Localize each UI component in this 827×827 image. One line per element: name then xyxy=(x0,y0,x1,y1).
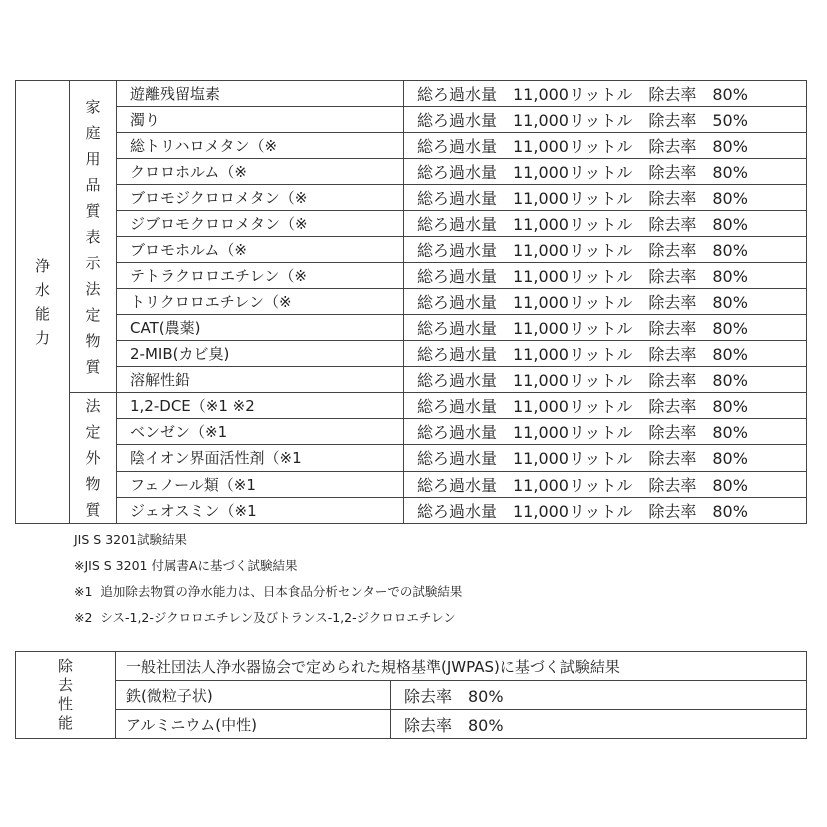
substance-name: ジェオスミン（※1 xyxy=(117,497,404,523)
substance-name: 濁り xyxy=(117,107,404,133)
removal-header: 一般社団法人浄水器協会で定められた規格基準(JWPAS)に基づく試験結果 xyxy=(116,652,807,681)
table-row xyxy=(16,419,807,445)
performance-value: 総ろ過水量 11,000リットル 除去率 80% xyxy=(404,237,807,263)
performance-value: 総ろ過水量 11,000リットル 除去率 50% xyxy=(404,107,807,133)
table-row xyxy=(16,367,807,393)
table-row xyxy=(16,107,807,133)
footnote: ※2 シス-1,2-ジクロロエチレン及びトランス-1,2-ジクロロエチレン xyxy=(74,610,456,625)
removal-table xyxy=(15,651,807,739)
substance-name: 1,2-DCE（※1 ※2 xyxy=(117,393,404,419)
table-row xyxy=(16,81,807,107)
performance-value: 総ろ過水量 11,000リットル 除去率 80% xyxy=(404,211,807,237)
group-label: 家 庭 用 品 質 表 示 法 定 物 質 xyxy=(70,81,117,393)
footnote: ※JIS S 3201 付属書Aに基づく試験結果 xyxy=(74,558,298,573)
table-row xyxy=(16,315,807,341)
substance-name: トリクロロエチレン（※ xyxy=(117,289,404,315)
performance-value: 総ろ過水量 11,000リットル 除去率 80% xyxy=(404,263,807,289)
table-row xyxy=(16,185,807,211)
substance-name: ブロモホルム（※ xyxy=(117,237,404,263)
performance-value: 総ろ過水量 11,000リットル 除去率 80% xyxy=(404,81,807,107)
substance-name: CAT(農薬) xyxy=(117,315,404,341)
substance-name: クロロホルム（※ xyxy=(117,159,404,185)
substance-name: 陰イオン界面活性剤（※1 xyxy=(117,445,404,471)
purification-table xyxy=(15,80,807,524)
removal-performance: 除去率 80% xyxy=(391,710,807,739)
removal-item: アルミニウム(中性) xyxy=(116,710,391,739)
purification-category-label: 浄 水 能 力 xyxy=(16,81,70,524)
table-row xyxy=(16,393,807,419)
substance-name: 溶解性鉛 xyxy=(117,367,404,393)
removal-category-label: 除 去 性 能 xyxy=(16,652,116,739)
removal-performance: 除去率 80% xyxy=(391,681,807,710)
substance-name: 遊離残留塩素 xyxy=(117,81,404,107)
table-row xyxy=(16,289,807,315)
performance-value: 総ろ過水量 11,000リットル 除去率 80% xyxy=(404,185,807,211)
footnote: ※1 追加除去物質の浄水能力は、日本食品分析センターでの試験結果 xyxy=(74,584,463,599)
table-row xyxy=(16,341,807,367)
table-row xyxy=(16,237,807,263)
footnotes xyxy=(74,527,462,631)
table-row xyxy=(16,445,807,471)
performance-value: 総ろ過水量 11,000リットル 除去率 80% xyxy=(404,133,807,159)
substance-name: 2-MIB(カビ臭) xyxy=(117,341,404,367)
performance-value: 総ろ過水量 11,000リットル 除去率 80% xyxy=(404,341,807,367)
performance-value: 総ろ過水量 11,000リットル 除去率 80% xyxy=(404,367,807,393)
performance-value: 総ろ過水量 11,000リットル 除去率 80% xyxy=(404,445,807,471)
table-row xyxy=(16,497,807,523)
performance-value: 総ろ過水量 11,000リットル 除去率 80% xyxy=(404,497,807,523)
performance-value: 総ろ過水量 11,000リットル 除去率 80% xyxy=(404,315,807,341)
performance-value: 総ろ過水量 11,000リットル 除去率 80% xyxy=(404,289,807,315)
substance-name: フェノール類（※1 xyxy=(117,471,404,497)
substance-name: ブロモジクロロメタン（※ xyxy=(117,185,404,211)
performance-value: 総ろ過水量 11,000リットル 除去率 80% xyxy=(404,159,807,185)
substance-name: テトラクロロエチレン（※ xyxy=(117,263,404,289)
group-label: 法 定 外 物 質 xyxy=(70,393,117,524)
table-row xyxy=(16,133,807,159)
performance-value: 総ろ過水量 11,000リットル 除去率 80% xyxy=(404,419,807,445)
table-row xyxy=(16,471,807,497)
substance-name: ベンゼン（※1 xyxy=(117,419,404,445)
performance-value: 総ろ過水量 11,000リットル 除去率 80% xyxy=(404,471,807,497)
footnote: JIS S 3201試験結果 xyxy=(74,532,188,547)
table-row xyxy=(16,211,807,237)
table-row xyxy=(16,263,807,289)
table-row xyxy=(16,159,807,185)
removal-item: 鉄(微粒子状) xyxy=(116,681,391,710)
substance-name: 総トリハロメタン（※ xyxy=(117,133,404,159)
performance-value: 総ろ過水量 11,000リットル 除去率 80% xyxy=(404,393,807,419)
substance-name: ジブロモクロロメタン（※ xyxy=(117,211,404,237)
